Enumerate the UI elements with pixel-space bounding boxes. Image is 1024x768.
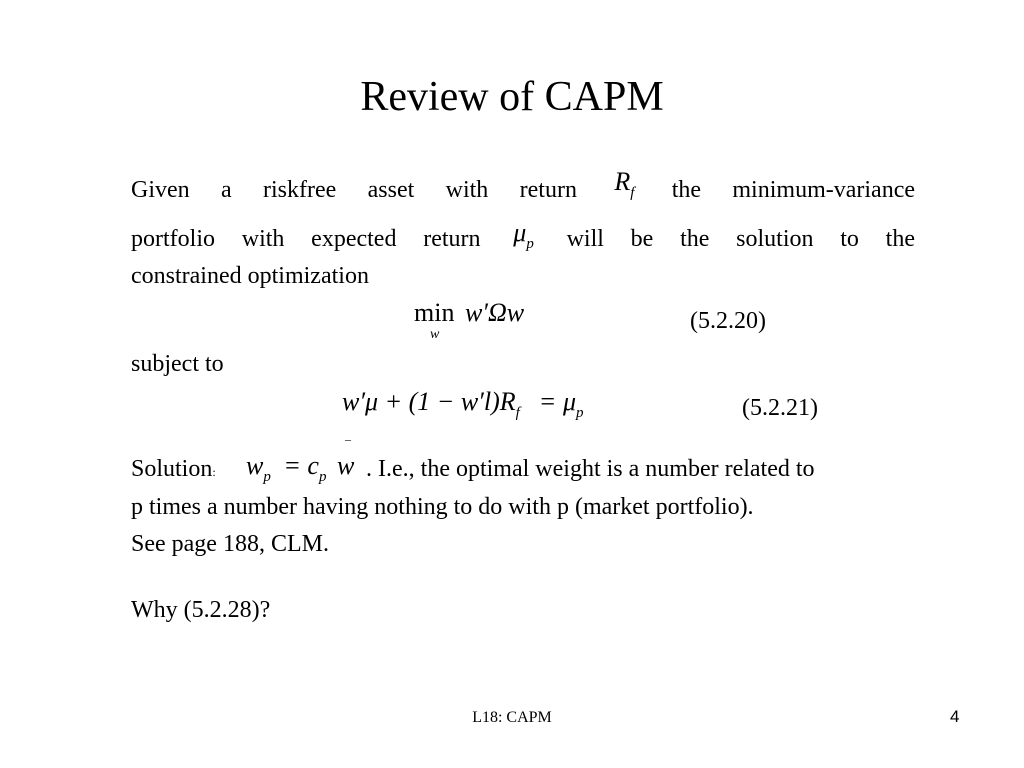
equation-number-5-2-20: (5.2.20) xyxy=(690,308,766,334)
word: Given xyxy=(131,177,190,203)
solution-label: Solution xyxy=(131,456,213,482)
solution-colon: : xyxy=(212,465,216,479)
word: asset xyxy=(367,177,415,203)
word: to xyxy=(840,226,859,252)
equation-5-2-20 xyxy=(414,298,524,328)
word: return xyxy=(423,226,481,252)
word: will xyxy=(566,226,604,252)
footer-title: L18: CAPM xyxy=(472,709,552,726)
word: expected xyxy=(311,226,397,252)
risk-free-return-symbol: $R_f$ xyxy=(614,167,635,201)
constraint-p-subscript: p xyxy=(576,405,584,421)
expected-return-symbol: $\mu_p$ xyxy=(513,218,534,252)
word: portfolio xyxy=(131,226,215,252)
solution-line-1-rest: . I.e., the optimal weight is a number related to xyxy=(366,456,815,482)
word: the xyxy=(885,226,915,252)
slide-title: Review of CAPM xyxy=(360,74,664,120)
equation-5-2-21 xyxy=(342,387,584,421)
word: the xyxy=(680,226,710,252)
word: riskfree xyxy=(263,177,337,203)
word: be xyxy=(630,226,654,252)
constraint-lhs: w′μ + (1 − w′l) xyxy=(342,387,500,416)
solution-formula: $w_p = c_p$ w xyxy=(246,451,355,485)
min-subscript: w xyxy=(430,327,440,342)
word: a xyxy=(221,177,232,203)
subject-to-label: subject to xyxy=(131,351,224,377)
constraint-mu: μ xyxy=(562,387,577,416)
equation-number-5-2-21: (5.2.21) xyxy=(742,395,818,421)
word: the xyxy=(671,177,702,203)
word: with xyxy=(445,177,489,203)
question-text: Why (5.2.28)? xyxy=(131,597,271,623)
solution-line-1 xyxy=(131,454,216,487)
page-number: 4 xyxy=(950,707,960,726)
objective-expression: w′Ωw xyxy=(464,298,525,327)
constraint-R: R xyxy=(499,387,516,416)
bar-mark: – xyxy=(345,432,351,446)
constraint-f-subscript: f xyxy=(515,405,520,421)
para-line-1 xyxy=(131,167,915,209)
word: with xyxy=(241,226,285,252)
solution-line-2: p times a number having nothing to do with p (market portfolio). xyxy=(131,494,754,520)
word: return xyxy=(519,177,577,203)
word: solution xyxy=(736,226,814,252)
word: minimum-variance xyxy=(732,177,915,203)
min-operator: min xyxy=(414,298,455,327)
para-line-3: constrained optimization xyxy=(131,263,369,289)
equals-sign: = xyxy=(540,387,555,416)
para-line-2 xyxy=(131,218,915,258)
solution-line-3: See page 188, CLM. xyxy=(131,531,329,557)
